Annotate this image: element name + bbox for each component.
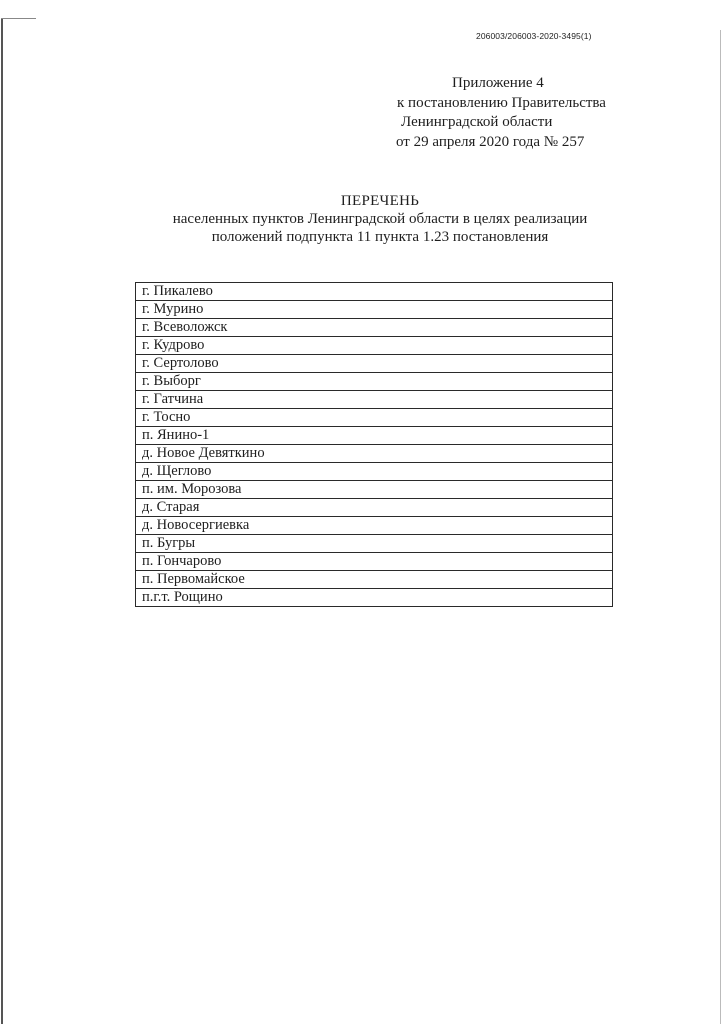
settlement-cell: п. Гончарово bbox=[136, 553, 613, 571]
settlement-cell: г. Гатчина bbox=[136, 391, 613, 409]
table-row bbox=[136, 445, 613, 463]
table-row bbox=[136, 373, 613, 391]
settlement-cell: г. Кудрово bbox=[136, 337, 613, 355]
table-row bbox=[136, 283, 613, 301]
settlement-cell: п.г.т. Рощино bbox=[136, 589, 613, 607]
settlement-cell: д. Щеглово bbox=[136, 463, 613, 481]
scan-border-top bbox=[1, 18, 36, 19]
title-subtitle-line-2: положений подпункта 11 пункта 1.23 постановления bbox=[211, 229, 549, 245]
table-row bbox=[136, 337, 613, 355]
settlement-cell: д. Новосергиевка bbox=[136, 517, 613, 535]
table-row bbox=[136, 463, 613, 481]
table-row bbox=[136, 391, 613, 409]
settlement-cell: г. Всеволожск bbox=[136, 319, 613, 337]
settlement-cell: п. Янино-1 bbox=[136, 427, 613, 445]
scan-border-left bbox=[1, 18, 3, 1024]
settlement-cell: г. Пикалево bbox=[136, 283, 613, 301]
appendix-region: Ленинградской области bbox=[401, 114, 553, 130]
settlement-cell: г. Сертолово bbox=[136, 355, 613, 373]
table-row bbox=[136, 571, 613, 589]
appendix-number: Приложение 4 bbox=[452, 75, 544, 91]
table-row bbox=[136, 301, 613, 319]
settlement-cell: п. им. Морозова bbox=[136, 481, 613, 499]
appendix-date: от 29 апреля 2020 года № 257 bbox=[396, 133, 585, 150]
title-subtitle-line-1: населенных пунктов Ленинградской области в целях реализации bbox=[172, 211, 588, 227]
table-row bbox=[136, 553, 613, 571]
table-row bbox=[136, 535, 613, 553]
title-heading: ПЕРЕЧЕНЬ bbox=[340, 193, 420, 209]
settlement-cell: г. Выборг bbox=[136, 373, 613, 391]
settlement-cell: п. Первомайское bbox=[136, 571, 613, 589]
settlement-cell: д. Старая bbox=[136, 499, 613, 517]
table-row bbox=[136, 427, 613, 445]
table-row bbox=[136, 589, 613, 607]
table-row bbox=[136, 499, 613, 517]
table-row bbox=[136, 319, 613, 337]
table-row bbox=[136, 409, 613, 427]
settlements-table bbox=[135, 282, 613, 607]
settlement-cell: г. Тосно bbox=[136, 409, 613, 427]
table-row bbox=[136, 517, 613, 535]
settlement-cell: г. Мурино bbox=[136, 301, 613, 319]
table-row bbox=[136, 355, 613, 373]
settlement-cell: д. Новое Девяткино bbox=[136, 445, 613, 463]
table-row bbox=[136, 481, 613, 499]
scan-border-right bbox=[720, 30, 721, 1024]
document-id-stamp: 206003/206003-2020-3495(1) bbox=[476, 31, 592, 41]
document-title bbox=[100, 192, 660, 246]
appendix-reference: к постановлению Правительства bbox=[397, 94, 606, 111]
appendix-header bbox=[380, 74, 640, 152]
settlement-cell: п. Бугры bbox=[136, 535, 613, 553]
